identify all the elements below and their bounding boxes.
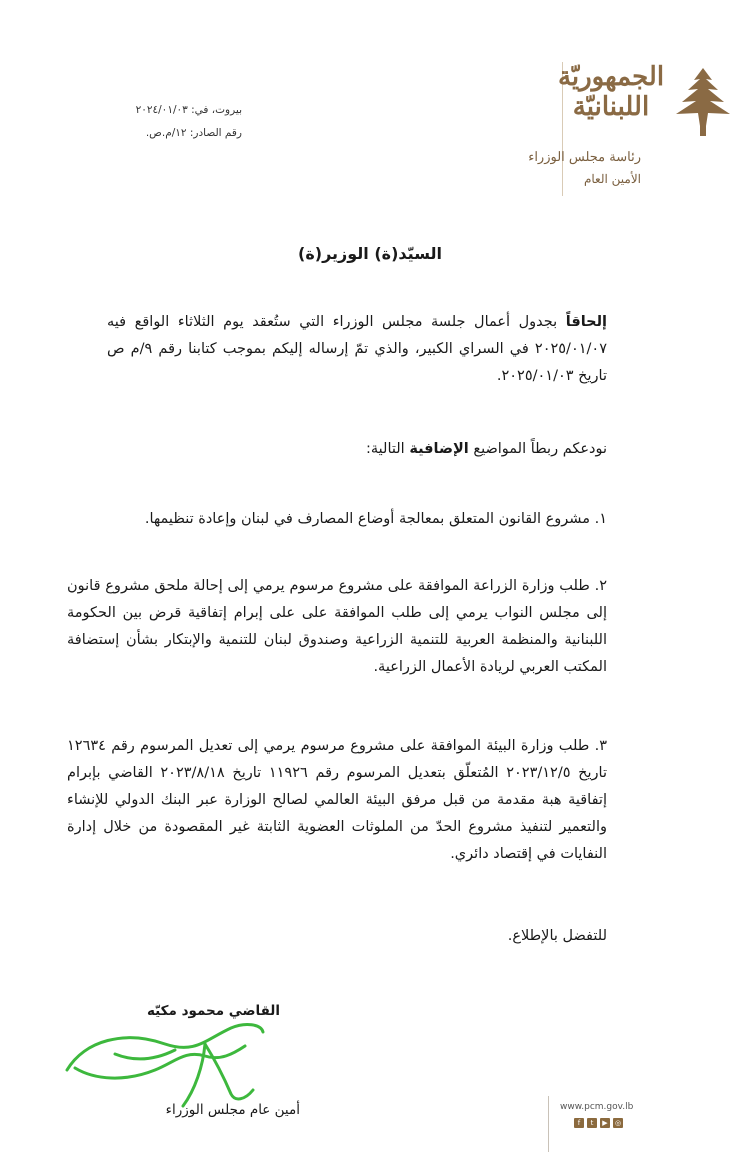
- item-text: مشروع القانون المتعلق بمعالجة أوضاع المصارف في لبنان وإعادة تنظيمها.: [144, 511, 590, 527]
- reference-number: رقم الصادر: ١٢/م.ص.: [145, 127, 242, 139]
- twitter-icon[interactable]: t: [587, 1118, 597, 1128]
- agenda-item: [67, 573, 607, 681]
- youtube-icon[interactable]: ▶: [600, 1118, 610, 1128]
- closing-line: للتفضل بالإطلاع.: [507, 928, 607, 944]
- intro-lead-word: إلحاقاً: [565, 314, 607, 330]
- intro-text: بجدول أعمال جلسة مجلس الوزراء التي ستُعقد يوم الثلاثاء الواقع فيه ٢٠٢٥/٠١/٠٧ في السراي الكبير، والذي تمّ إرساله إليكم بموجب كتابنا رقم ٩/م ص تاريخ ٢٠٢٥/٠١/٠٣.: [107, 314, 607, 384]
- republic-calligraphy: الجمهوريّة اللبنانيّة: [557, 62, 665, 122]
- item-number: ٣.: [594, 738, 608, 754]
- office-name: رئاسة مجلس الوزراء: [528, 150, 641, 165]
- office-subtitle: الأمين العام: [583, 172, 641, 186]
- instagram-icon[interactable]: ◎: [614, 1119, 622, 1127]
- intro-paragraph: [107, 309, 607, 390]
- lead-in-before: نودعكم ربطاً المواضيع: [468, 441, 607, 457]
- agenda-item: [67, 506, 607, 533]
- letter-date: بيروت، في: ٢٠٢٤/٠١/٠٣: [135, 104, 242, 116]
- website-link[interactable]: www.pcm.gov.lb: [560, 1102, 634, 1112]
- handwritten-signature: [55, 1010, 270, 1110]
- item-text: طلب وزارة الزراعة الموافقة على مشروع مرسوم يرمي إلى إحالة ملحق مشروع قانون إلى مجلس النواب يرمي إلى طلب الموافقة على على إبرام إتفاقية قرض بين الحكومة اللبنانية والمنظمة العربية للتنمية الزراعية وصندوق لبنان للتنمية والإبتكار بشأن إستضافة المكتب العربي لريادة الأعمال الزراعية.: [67, 578, 607, 675]
- signer-title: أمين عام مجلس الوزراء: [165, 1102, 300, 1118]
- facebook-icon[interactable]: f: [574, 1118, 584, 1128]
- footer-divider: [548, 1096, 549, 1152]
- signer-name: القاضي محمود مكيّه: [146, 1003, 280, 1019]
- items-lead-in: [366, 441, 607, 457]
- item-number: ٢.: [594, 578, 607, 594]
- item-text: طلب وزارة البيئة الموافقة على مشروع مرسوم يرمي إلى تعديل المرسوم رقم ١٢٦٣٤ تاريخ ٢٠٢٣/١٢/٥ المُتعلّق بتعديل المرسوم رقم ١١٩٢٦ تاريخ ٢٠٢٣/٨/١٨ القاضي بإبرام إتفاقية هبة مقدمة من قبل مرفق البيئة العالمي لصالح الوزارة عبر البنك الدولي للإنشاء والتعمير لتنفيذ مشروع الحدّ من الملوثات العضوية الثابتة غير المقصودة من خلال إدارة النفايات في إقتصاد دائري.: [67, 738, 607, 862]
- cedar-tree-icon: [668, 66, 738, 138]
- social-icons: [574, 1118, 623, 1128]
- lead-in-after: التالية:: [366, 441, 410, 457]
- lead-in-bold: الإضافية: [409, 441, 469, 457]
- addressee-heading: السيّد(ة) الوزير(ة): [298, 244, 442, 263]
- agenda-item: [67, 733, 607, 868]
- item-number: ١.: [594, 511, 607, 527]
